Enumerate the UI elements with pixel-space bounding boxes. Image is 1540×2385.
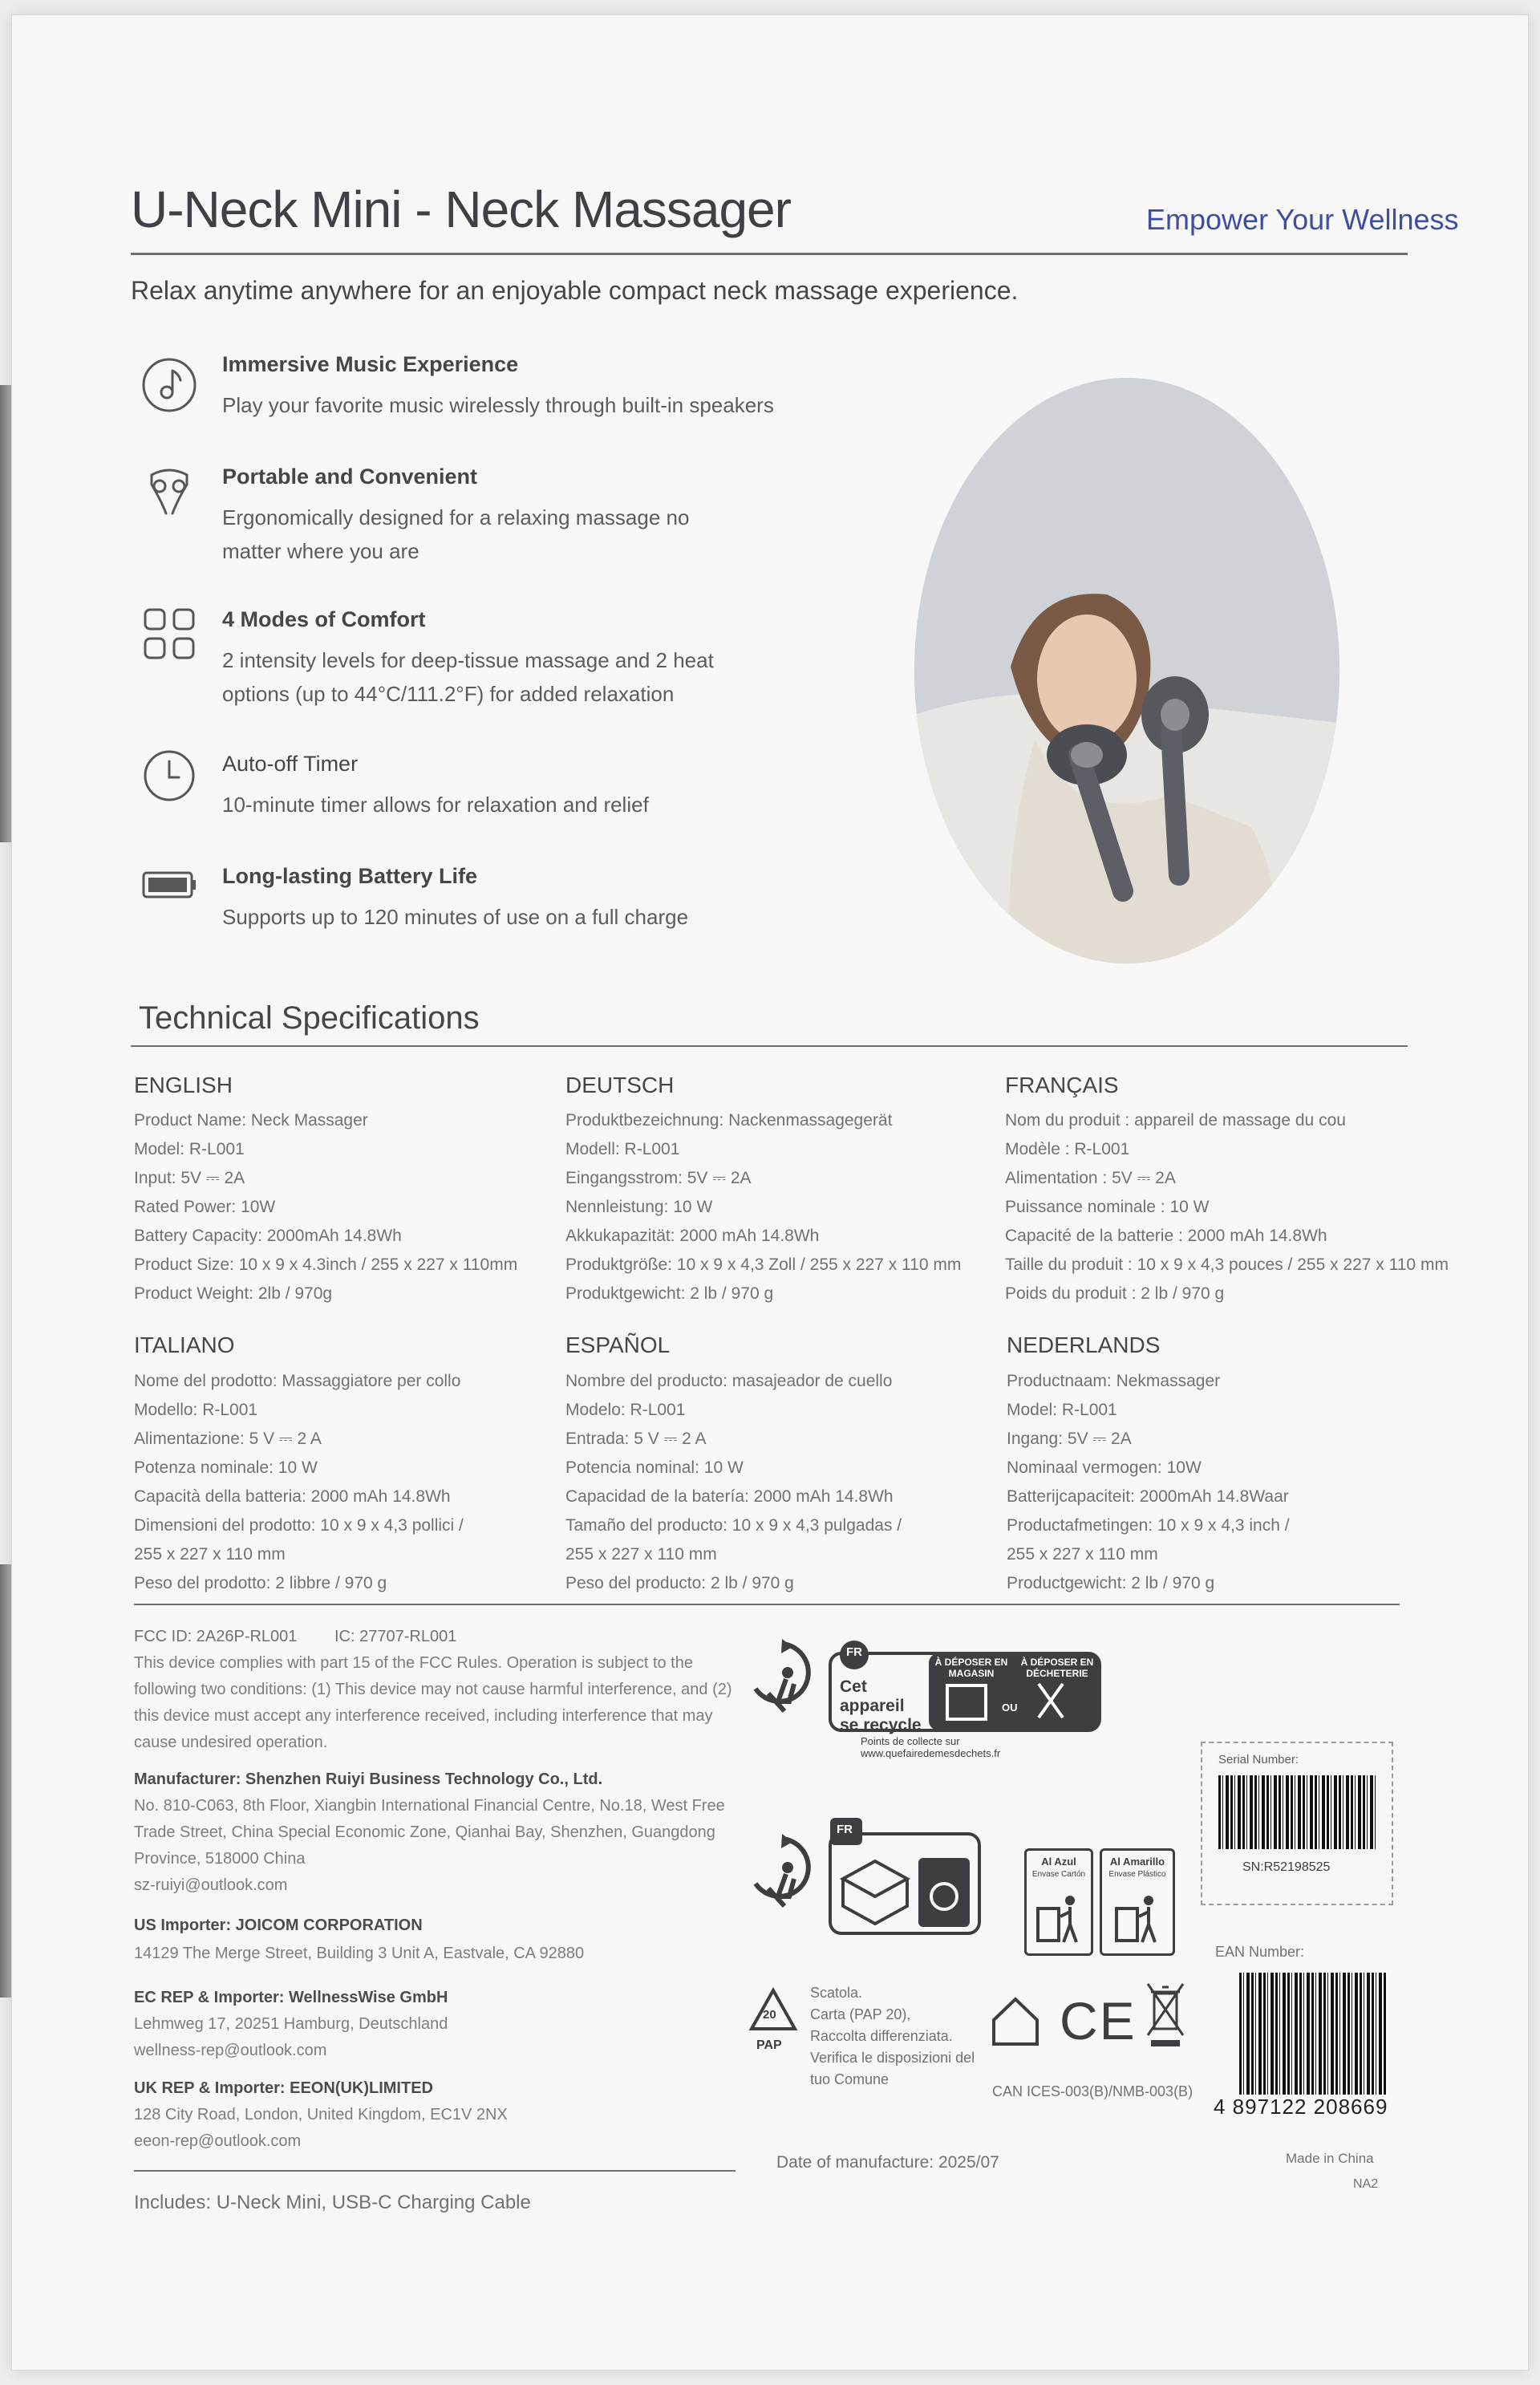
ean-barcode <box>1239 1973 1387 2095</box>
info-tri-label <box>829 1637 1101 1759</box>
tech-specs-heading: Technical Specifications <box>139 1000 480 1036</box>
product-lifestyle-photo <box>914 378 1339 963</box>
uk-rep-title: UK REP & Importer: EEON(UK)LIMITED <box>134 2079 433 2097</box>
person-bin-icon <box>1035 1892 1083 1945</box>
amarillo-subtitle: Envase Plástico <box>1108 1870 1166 1879</box>
feature-title: Auto-off Timer <box>222 752 359 776</box>
serial-number-title: Serial Number: <box>1218 1753 1299 1766</box>
ean-label: EAN Number: <box>1215 1944 1305 1960</box>
product-title: U-Neck Mini - Neck Massager <box>131 180 791 238</box>
spec-list-nederlands: Productnaam: Nekmassager Model: R-L001 Ingang: 5V ⎓ 2A Nominaal vermogen: 10W Batterijcapaciteit: 2000mAh 14.8Waar Productafmetingen: 10 x 9 x 4,3 inch / 255 x 227 x 110 mm Productgewicht: 2 lb / 970 g <box>1007 1372 1290 1592</box>
brand-tagline: Empower Your Wellness <box>1146 203 1459 236</box>
feature-description: Play your favorite music wirelessly through built-in speakers <box>222 393 774 417</box>
ou-label: OU <box>1002 1702 1018 1714</box>
manufacturer-address: No. 810-C063, 8th Floor, Xiangbin International Financial Centre, No.18, West Free Trade Street, China Special Economic Zone, Qianhai Bay, Shenzhen, Guangdong Province, 518000 China sz-ruiyi@outlook.com <box>134 1797 725 1894</box>
fr-badge-text: FR <box>846 1645 862 1659</box>
lang-heading-francais: FRANÇAIS <box>1005 1073 1119 1097</box>
ic-number: IC: 27707-RL001 <box>334 1628 457 1645</box>
fcc-statement: This device complies with part 15 of the FCC Rules. Operation is subject to the following two conditions: (1) This device may not cause harmful interference, and (2) this device must accept any interference received, including interference that may cause undesired operation. <box>134 1654 732 1751</box>
recycling-website: Points de collecte sur www.quefairedemesdechets.fr <box>861 1735 1001 1759</box>
manufacturer-title: Manufacturer: Shenzhen Ruiyi Business Technology Co., Ltd. <box>134 1770 603 1788</box>
spec-list-english: Product Name: Neck Massager Model: R-L001 Input: 5V ⎓ 2A Rated Power: 10W Battery Capacity: 2000mAh 14.8Wh Product Size: 10 x 9 x 4.3inch / 255 x 227 x 110mm Product Weight: 2lb / 970g <box>134 1111 518 1303</box>
info-tri-packaging-label <box>829 1816 981 1937</box>
ec-rep-title: EC REP & Importer: WellnessWise GmbH <box>134 1989 448 2006</box>
feature-description: 10-minute timer allows for relaxation and relief <box>222 793 649 817</box>
spec-list-espanol: Nombre del producto: masajeador de cuello Modelo: R-L001 Entrada: 5 V ⎓ 2 A Potencia nominal: 10 W Capacidad de la batería: 2000 mAh 14.8Wh Tamaño del producto: 10 x 9 x 4,3 pulgadas / 255 x 227 x 110 mm Peso del producto: 2 lb / 970 g <box>565 1372 902 1592</box>
made-in-label: Made in China <box>1286 2151 1374 2166</box>
lang-heading-italiano: ITALIANO <box>134 1332 235 1357</box>
feature-description: Ergonomically designed for a relaxing massage no matter where you are <box>222 505 690 563</box>
scatola-instructions: Scatola. Carta (PAP 20), Raccolta differenziata. Verifica le disposizioni del tuo Comune <box>810 1985 975 2087</box>
azul-bin-label <box>1024 1848 1093 1956</box>
spec-list-francais: Nom du produit : appareil de massage du cou Modèle : R-L001 Alimentation : 5V ⎓ 2A Puissance nominale : 10 W Capacité de la batterie : 2000 mAh 14.8Wh Taille du produit : 10 x 9 x 4,3 pouces / 255 x 227 x 110 mm Poids du produit : 2 lb / 970 g <box>1005 1111 1449 1303</box>
feature-title: 4 Modes of Comfort <box>222 607 426 631</box>
dechet-deposit-label: À DÉPOSER EN DÉCHETERIE <box>1020 1657 1094 1679</box>
azul-title: Al Azul <box>1041 1856 1076 1868</box>
na2-code: NA2 <box>1353 2177 1379 2191</box>
spec-list-deutsch: Produktbezeichnung: Nackenmassagegerät Modell: R-L001 Eingangsstrom: 5V ⎓ 2A Nennleistung: 10 W Akkukapazität: 2000 mAh 14.8Wh Produktgröße: 10 x 9 x 4,3 Zoll / 255 x 227 x 110 mm Produktgewicht: 2 lb / 970 g <box>565 1111 962 1303</box>
ce-mark: CE <box>1060 1991 1137 2050</box>
azul-subtitle: Envase Cartón <box>1031 1870 1086 1879</box>
timer-icon <box>140 745 198 803</box>
pap-label: PAP <box>756 2038 782 2052</box>
serial-number-value: SN:R52198525 <box>1242 1860 1331 1874</box>
lang-heading-nederlands: NEDERLANDS <box>1007 1332 1161 1357</box>
ean-digits: 4 897122 208669 <box>1214 2095 1388 2119</box>
triman-recycle-icon <box>746 1832 818 1921</box>
compliance-divider <box>134 1604 1400 1605</box>
person-bin-icon <box>1113 1892 1161 1945</box>
neck-massager-icon <box>140 460 198 518</box>
ec-rep-address: Lehmweg 17, 20251 Hamburg, Deutschland wellness-rep@outlook.com <box>134 2015 448 2059</box>
serial-number-label <box>1201 1742 1393 1905</box>
specs-divider <box>131 1045 1408 1047</box>
manufacture-date: Date of manufacture: 2025/07 <box>776 2153 999 2172</box>
feature-title: Immersive Music Experience <box>222 352 519 376</box>
woman-using-massager-illustration <box>914 378 1339 963</box>
fr-badge-text: FR <box>837 1823 853 1836</box>
fcc-id: FCC ID: 2A26P-RL001 <box>134 1628 298 1645</box>
can-ices-statement: CAN ICES-003(B)/NMB-003(B) <box>992 2083 1194 2099</box>
weee-crossed-bin-icon <box>1145 1979 1186 2050</box>
battery-icon <box>140 854 198 911</box>
lang-heading-deutsch: DEUTSCH <box>565 1073 675 1097</box>
feature-description: 2 intensity levels for deep-tissue massage and 2 heat options (up to 44°C/111.2°F) for added relaxation <box>222 648 714 706</box>
us-importer-title: US Importer: JOICOM CORPORATION <box>134 1917 423 1934</box>
title-divider <box>131 253 1408 255</box>
lang-heading-espanol: ESPAÑOL <box>565 1332 671 1357</box>
music-note-icon <box>140 356 198 414</box>
spec-list-italiano: Nome del prodotto: Massaggiatore per collo Modello: R-L001 Alimentazione: 5 V ⎓ 2 A Potenza nominale: 10 W Capacità della batteria: 2000 mAh 14.8Wh Dimensioni del prodotto: 10 x 9 x 4,3 pollici / 255 x 227 x 110 mm Peso del prodotto: 2 libbre / 970 g <box>134 1372 464 1592</box>
feature-title: Portable and Convenient <box>222 464 478 489</box>
us-importer-address: 14129 The Merge Street, Building 3 Unit A, Eastvale, CA 92880 <box>134 1945 585 1962</box>
pap-number: 20 <box>763 2008 776 2022</box>
includes-divider <box>134 2170 736 2172</box>
modes-grid-icon <box>140 605 198 663</box>
feature-description: Supports up to 120 minutes of use on a full charge <box>222 905 689 929</box>
product-intro: Relax anytime anywhere for an enjoyable compact neck massage experience. <box>131 276 1019 305</box>
serial-barcode <box>1218 1775 1376 1849</box>
package-back-panel <box>11 14 1529 2371</box>
feature-title: Long-lasting Battery Life <box>222 864 478 888</box>
amarillo-title: Al Amarillo <box>1109 1856 1165 1868</box>
lang-heading-english: ENGLISH <box>134 1073 233 1097</box>
triman-recycle-icon <box>746 1637 818 1726</box>
package-includes: Includes: U-Neck Mini, USB-C Charging Cable <box>134 2192 531 2213</box>
uk-rep-address: 128 City Road, London, United Kingdom, EC1V 2NX eeon-rep@outlook.com <box>134 2106 508 2150</box>
recycle-statement: Cet appareil se recycle <box>840 1677 922 1734</box>
indoor-use-house-icon <box>989 1993 1042 2049</box>
amarillo-bin-label <box>1100 1848 1175 1956</box>
store-deposit-label: À DÉPOSER EN MAGASIN <box>934 1657 1008 1679</box>
